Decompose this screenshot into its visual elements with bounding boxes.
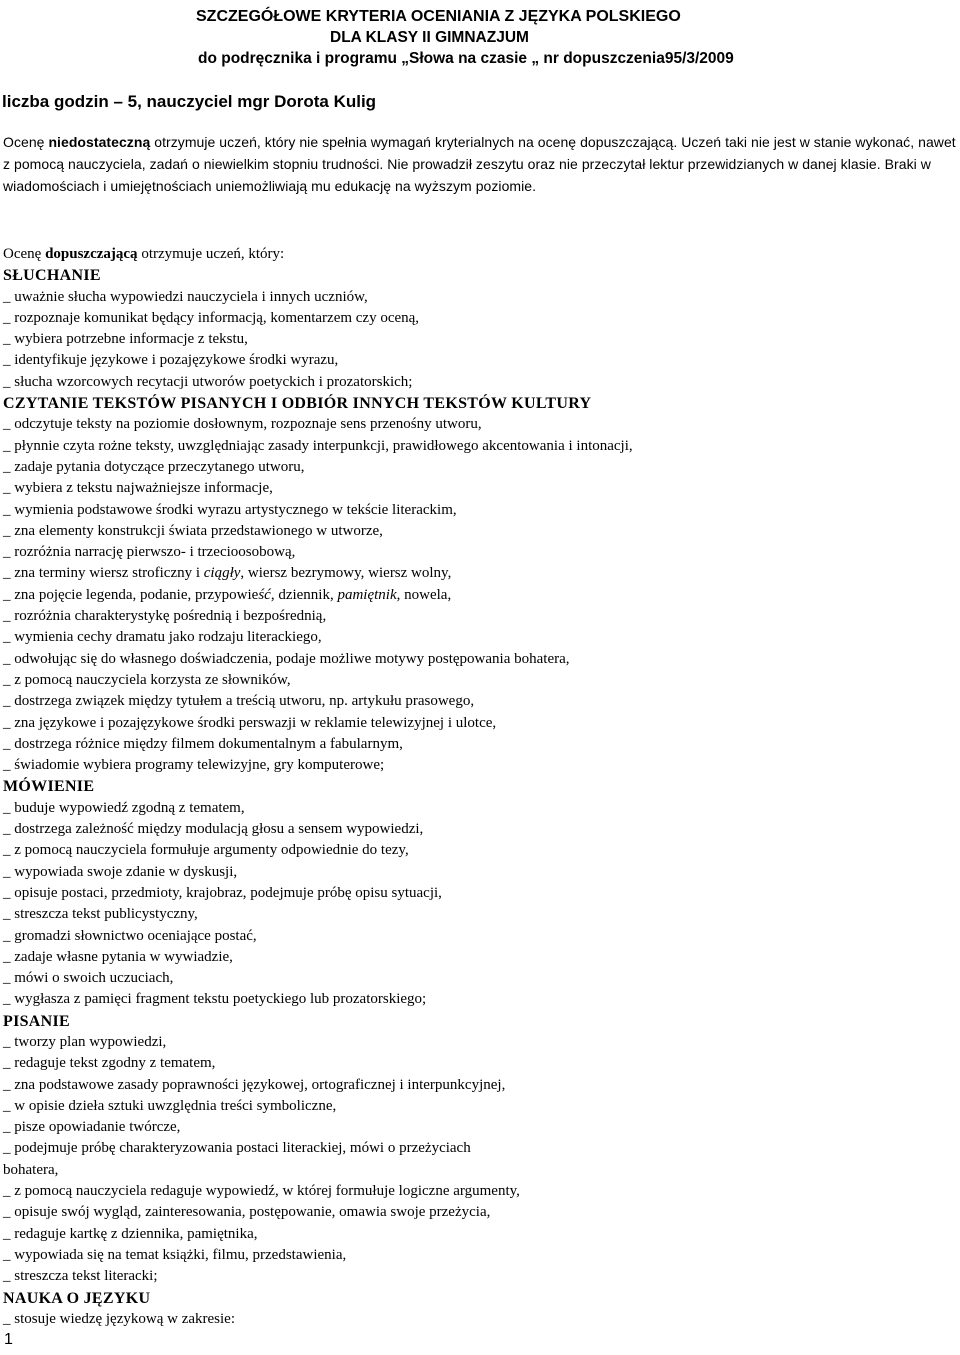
list-item: _ zna elementy konstrukcji świata przedstawionego w utworze, [3,522,383,539]
terms-part-c: , wiersz bezrymowy, wiersz wolny, [240,565,452,582]
list-item: _ rozróżnia charakterystykę pośrednią i bezpośrednią, [3,608,327,625]
list-item: _ streszcza tekst literacki; [3,1268,158,1285]
header-class: DLA KLASY II GIMNAZJUM [330,29,529,46]
page-number: 1 [4,1331,13,1348]
list-item: _ opisuje postaci, przedmioty, krajobraz, podejmuje próbę opisu sytuacji, [3,884,442,901]
list-item: _ płynnie czyta rożne teksty, uwzględniając zasady interpunkcji, prawidłowego akcentowania i intonacji, [3,437,633,454]
list-item: _ w opisie dzieła sztuki uwzględnia treści symboliczne, [3,1097,337,1114]
hours-teacher-line: liczba godzin – 5, nauczyciel mgr Dorota Kulig [2,92,377,111]
concepts-part-a: _ zna pojęcie legenda, podanie, przypowie [3,586,259,603]
list-item: _ wypowiada się na temat książki, filmu, przedstawienia, [3,1246,347,1263]
section-title-language: NAUKA O JĘZYKU [3,1289,151,1307]
list-item: _ uważnie słucha wypowiedzi nauczyciela i innych uczniów, [3,288,368,305]
intro-prefix: Ocenę [3,134,49,150]
section-title-reading: CZYTANIE TEKSTÓW PISANYCH I ODBIÓR INNYCH TEKSTÓW KULTURY [3,395,592,413]
grade-intro-line [3,244,958,265]
list-item: _ zna językowe i pozajęzykowe środki perswazji w reklamie telewizyjnej i ulotce, [3,714,497,731]
grade-intro-suffix: otrzymuje uczeń, który: [137,246,285,262]
list-item: _ wybiera z tekstu najważniejsze informacje, [3,480,273,497]
list-item: _ słucha wzorcowych recytacji utworów poetyckich i prozatorskich; [3,373,413,390]
list-item: _ podejmuje próbę charakteryzowania postaci literackiej, mówi o przeżyciach [3,1140,471,1157]
terms-part-a: _ zna terminy wiersz stroficzny i [3,565,204,582]
section-title-writing: PISANIE [3,1012,71,1030]
list-item: _ świadomie wybiera programy telewizyjne, gry komputerowe; [3,757,385,774]
concepts-part-c: , dziennik, [270,586,338,603]
list-item: _ z pomocą nauczyciela korzysta ze słowników, [3,671,291,688]
list-item: _ rozpoznaje komunikat będący informacją, komentarzem czy oceną, [3,309,420,326]
list-item: _ zadaje pytania dotyczące przeczytanego utworu, [3,458,305,475]
intro-text: otrzymuje uczeń, który nie spełnia wymagań kryterialnych na ocenę dopuszczającą. Uczeń taki nie jest w stanie wykonać, nawet z pomocą nauczyciela, zadań o niewielkim stopniu trudności. Nie prowadził zeszytu oraz nie przeczytał lektur przewidzianych w danej klasie. Braki w wiadomościach i umiejętnościach uniemożliwiają mu edukację na wyższym poziomie. [3,134,956,195]
list-item: _ z pomocą nauczyciela formułuje argumenty odpowiednie do tezy, [3,842,409,859]
list-item: _ wymienia cechy dramatu jako rodzaju literackiego, [3,629,322,646]
list-item: _ tworzy plan wypowiedzi, [3,1033,167,1050]
list-item: _ gromadzi słownictwo oceniające postać, [3,927,257,944]
header-title: SZCZEGÓŁOWE KRYTERIA OCENIANIA Z JĘZYKA POLSKIEGO [196,8,681,25]
grade-sufficient: dopuszczającą [45,246,138,262]
list-item: _ redaguje kartkę z dziennika, pamiętnika, [3,1225,258,1242]
list-item: _ rozróżnia narrację pierwszo- i trzecioosobową, [3,544,296,561]
terms-part-italic: ciągły [203,565,241,582]
list-item: _ z pomocą nauczyciela redaguje wypowiedź, w której formułuje logiczne argumenty, [3,1183,520,1200]
list-item: _ mówi o swoich uczuciach, [3,970,174,987]
list-item: _ dostrzega różnice między filmem dokumentalnym a fabularnym, [3,735,403,752]
list-item: _ dostrzega zależność między modulacją głosu a sensem wypowiedzi, [3,821,424,838]
list-item: _ odczytuje teksty na poziomie dosłownym, rozpoznaje sens przenośny utworu, [3,416,482,433]
document-header [0,6,960,69]
list-item: _ zna podstawowe zasady poprawności językowej, ortograficznej i interpunkcyjnej, [3,1076,506,1093]
header-textbook: do podręcznika i programu „Słowa na czasie „ nr dopuszczenia95/3/2009 [198,50,734,67]
list-item: _ streszcza tekst publicystyczny, [3,906,198,923]
list-item: _ wygłasza z pamięci fragment tekstu poetyckiego lub prozatorskiego; [3,991,427,1008]
list-item: _ opisuje swój wygląd, zainteresowania, postępowanie, omawia swoje przeżycia, [3,1204,491,1221]
concepts-part-italic-2: pamiętnik [337,586,397,603]
list-item-concepts [3,585,958,606]
list-item-terms [3,563,958,584]
sufficient-grade-criteria [3,244,958,1330]
section-title-speaking: MÓWIENIE [3,778,95,796]
list-item: _ buduje wypowiedź zgodną z tematem, [3,799,245,816]
list-item: _ pisze opowiadanie twórcze, [3,1119,181,1136]
list-item: _ wybiera potrzebne informacje z tekstu, [3,331,248,348]
list-item: _ odwołując się do własnego doświadczenia, podaje możliwe motywy postępowania bohatera, [3,650,570,667]
list-item: _ redaguje tekst zgodny z tematem, [3,1055,216,1072]
section-title-listening: SŁUCHANIE [3,267,101,285]
list-item-continuation: bohatera, [3,1161,59,1178]
list-item: _ wypowiada swoje zdanie w dyskusji, [3,863,238,880]
grade-insufficient: niedostateczną [48,134,151,150]
list-item: _ dostrzega związek między tytułem a treścią utworu, np. artykułu prasowego, [3,693,475,710]
concepts-part-e: , nowela, [396,586,452,603]
list-item: _ wymienia podstawowe środki wyrazu artystycznego w tekście literackim, [3,501,457,518]
insufficient-grade-paragraph [3,131,958,198]
list-item: _ stosuje wiedzę językową w zakresie: [3,1310,235,1327]
list-item: _ identyfikuje językowe i pozajęzykowe środki wyrazu, [3,352,339,369]
list-item: _ zadaje własne pytania w wywiadzie, [3,948,233,965]
concepts-part-italic-1: ść [258,586,271,603]
grade-intro-prefix: Ocenę [3,246,46,262]
